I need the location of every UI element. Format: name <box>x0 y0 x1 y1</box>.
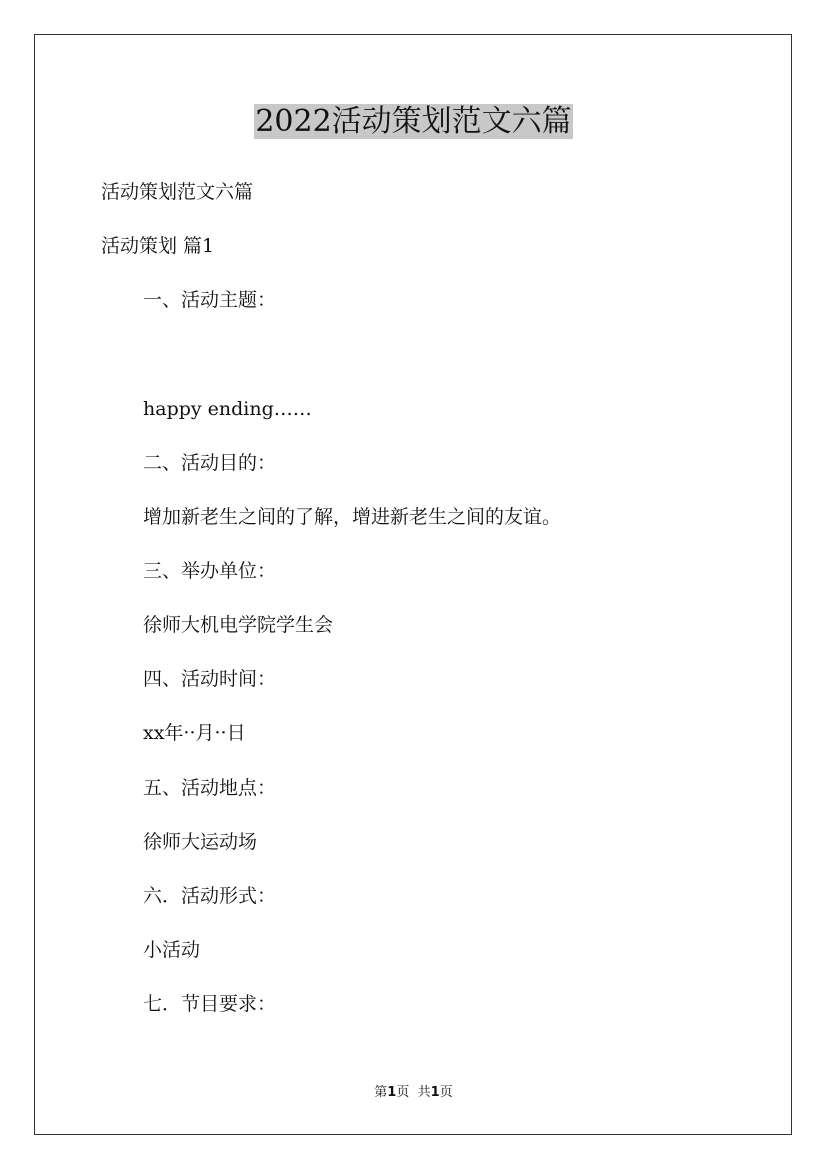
document-title-text: 2022活动策划范文六篇 <box>255 104 572 139</box>
item-heading-time: 四、活动时间： <box>143 668 277 690</box>
item-body-format: 小活动 <box>143 939 201 961</box>
item-heading-organizer: 三、举办单位： <box>143 560 277 582</box>
item-heading-format: 六．活动形式： <box>143 885 277 907</box>
item-body-time: xx年··月··日 <box>143 722 246 744</box>
item-heading-requirements: 七．节目要求： <box>143 993 277 1015</box>
footer-total-prefix: 共 <box>417 1085 431 1100</box>
footer-page-number: 1 <box>387 1085 397 1100</box>
item-heading-purpose: 二、活动目的： <box>143 452 277 474</box>
item-body-location: 徐师大运动场 <box>143 831 258 853</box>
item-body-theme: happy ending…… <box>143 398 312 420</box>
footer-total-suffix: 页 <box>439 1085 453 1100</box>
item-heading-theme: 一、活动主题： <box>143 289 277 311</box>
item-body-organizer: 徐师大机电学院学生会 <box>143 614 334 636</box>
page-footer <box>0 1085 827 1101</box>
footer-page-suffix: 页 <box>396 1085 410 1100</box>
item-body-purpose: 增加新老生之间的了解，增进新老生之间的友谊。 <box>143 506 562 528</box>
footer-page-prefix: 第 <box>374 1085 388 1100</box>
document-subtitle: 活动策划范文六篇 <box>101 181 254 203</box>
item-heading-location: 五、活动地点： <box>143 777 277 799</box>
section-heading: 活动策划 篇1 <box>101 235 215 257</box>
document-title <box>0 102 827 142</box>
footer-total-pages: 1 <box>430 1085 440 1100</box>
